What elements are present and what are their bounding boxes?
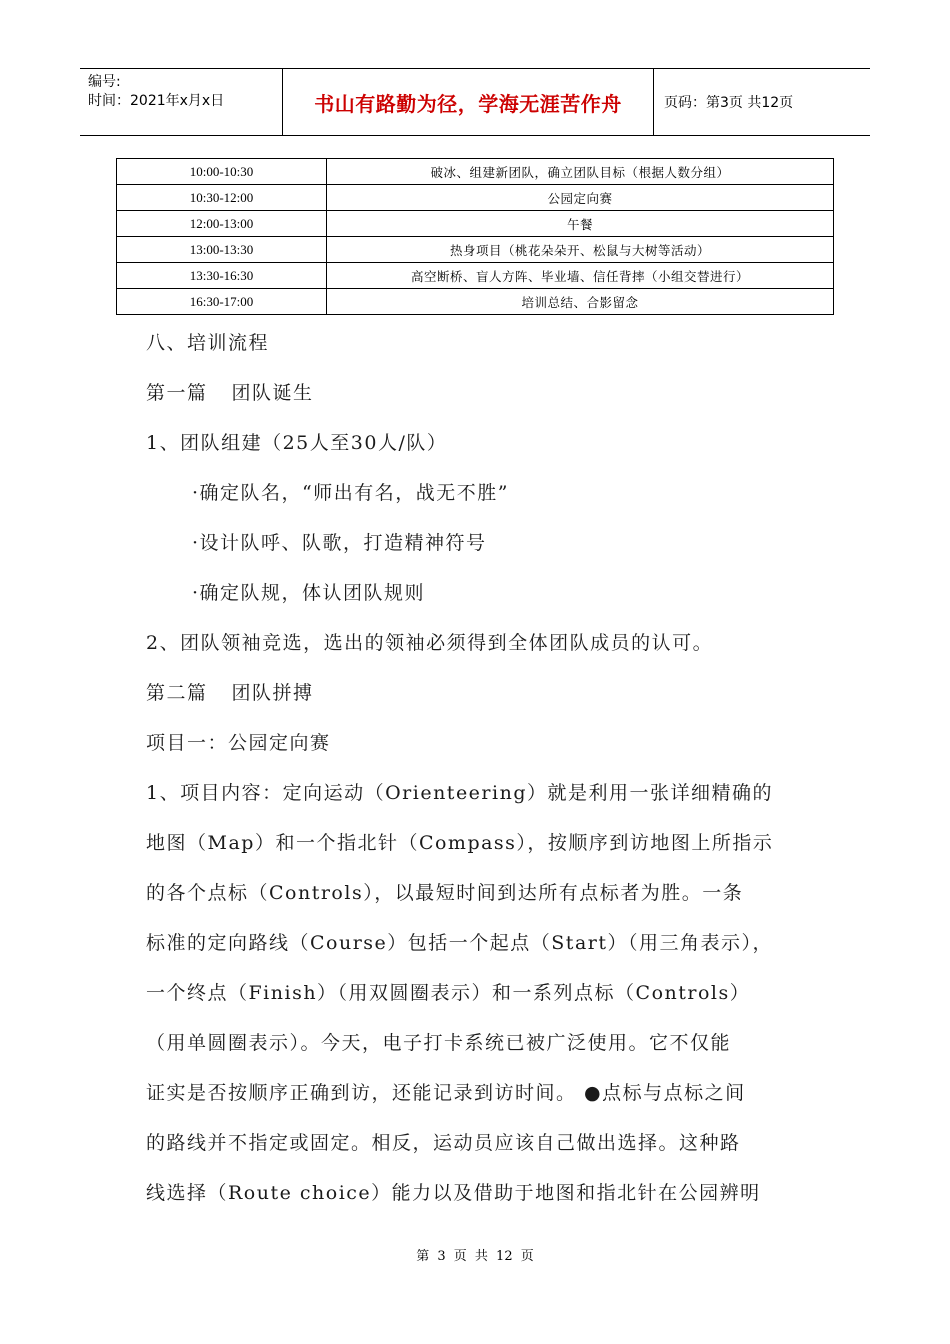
part-title: 团队诞生 bbox=[231, 382, 314, 404]
schedule-time: 12:00-13:00 bbox=[117, 211, 327, 237]
paragraph-line: 地图（Map）和一个指北针（Compass），按顺序到访地图上所指示 bbox=[146, 832, 774, 854]
section-title: 八、培训流程 bbox=[146, 332, 270, 354]
part-title: 团队拼搏 bbox=[231, 682, 314, 704]
header-time-label: 时间：2021年x月x日 bbox=[88, 93, 225, 109]
table-row bbox=[117, 211, 834, 237]
list-item: 2、团队领袖竞选，选出的领袖必须得到全体团队成员的认可。 bbox=[146, 632, 714, 654]
paragraph-line: 的路线并不指定或固定。相反，运动员应该自己做出选择。这种路 bbox=[146, 1132, 741, 1154]
schedule-activity: 热身项目（桃花朵朵开、松鼠与大树等活动） bbox=[327, 237, 834, 263]
table-row bbox=[117, 185, 834, 211]
schedule-time: 16:30-17:00 bbox=[117, 289, 327, 315]
paragraph-line: （用单圆圈表示）。今天，电子打卡系统已被广泛使用。它不仅能 bbox=[146, 1032, 732, 1054]
part-label: 第二篇 bbox=[146, 682, 208, 704]
schedule-activity: 培训总结、合影留念 bbox=[327, 289, 834, 315]
schedule-activity: 破冰、组建新团队，确立团队目标（根据人数分组） bbox=[327, 159, 834, 185]
header-motto: 书山有路勤为径，学海无涯苦作舟 bbox=[314, 91, 622, 116]
part-heading-1 bbox=[146, 368, 826, 418]
schedule-time: 13:00-13:30 bbox=[117, 237, 327, 263]
part-heading-2 bbox=[146, 668, 826, 718]
paragraph-line: 证实是否按顺序正确到访，还能记录到访时间。 ●点标与点标之间 bbox=[146, 1082, 746, 1104]
schedule-time: 10:30-12:00 bbox=[117, 185, 327, 211]
paragraph-line: 一个终点（Finish）（用双圆圈表示）和一系列点标（Controls） bbox=[146, 982, 751, 1004]
page-footer: 第 3 页 共 12 页 bbox=[416, 1249, 534, 1264]
list-item: 1、团队组建（25人至30人/队） bbox=[146, 432, 448, 454]
part-label: 第一篇 bbox=[146, 382, 208, 404]
document-body bbox=[146, 318, 826, 1218]
schedule-table bbox=[116, 158, 834, 315]
project-heading: 项目一：公园定向赛 bbox=[146, 732, 331, 754]
paragraph-line: 1、项目内容：定向运动（Orienteering）就是利用一张详细精确的 bbox=[146, 782, 773, 804]
header-number-label: 编号: bbox=[88, 74, 121, 90]
header-page-info: 页码：第3页 共12页 bbox=[664, 95, 794, 111]
schedule-activity: 午餐 bbox=[327, 211, 834, 237]
header-motto-cell bbox=[282, 69, 654, 135]
header-meta bbox=[80, 69, 282, 135]
table-row bbox=[117, 289, 834, 315]
table-row bbox=[117, 159, 834, 185]
table-row bbox=[117, 237, 834, 263]
page-header bbox=[80, 68, 870, 136]
bullet-item: ·设计队呼、队歌，打造精神符号 bbox=[192, 532, 487, 554]
bullet-item: ·确定队名，“师出有名，战无不胜” bbox=[192, 482, 509, 504]
paragraph-line: 标准的定向路线（Course）包括一个起点（Start）（用三角表示）， bbox=[146, 932, 773, 954]
table-row bbox=[117, 263, 834, 289]
bullet-item: ·确定队规，体认团队规则 bbox=[192, 582, 426, 604]
schedule-activity: 公园定向赛 bbox=[327, 185, 834, 211]
paragraph-line: 的各个点标（Controls），以最短时间到达所有点标者为胜。一条 bbox=[146, 882, 744, 904]
schedule-time: 13:30-16:30 bbox=[117, 263, 327, 289]
paragraph-line: 线选择（Route choice）能力以及借助于地图和指北针在公园辨明 bbox=[146, 1182, 761, 1204]
schedule-activity: 高空断桥、盲人方阵、毕业墙、信任背摔（小组交替进行） bbox=[327, 263, 834, 289]
schedule-time: 10:00-10:30 bbox=[117, 159, 327, 185]
